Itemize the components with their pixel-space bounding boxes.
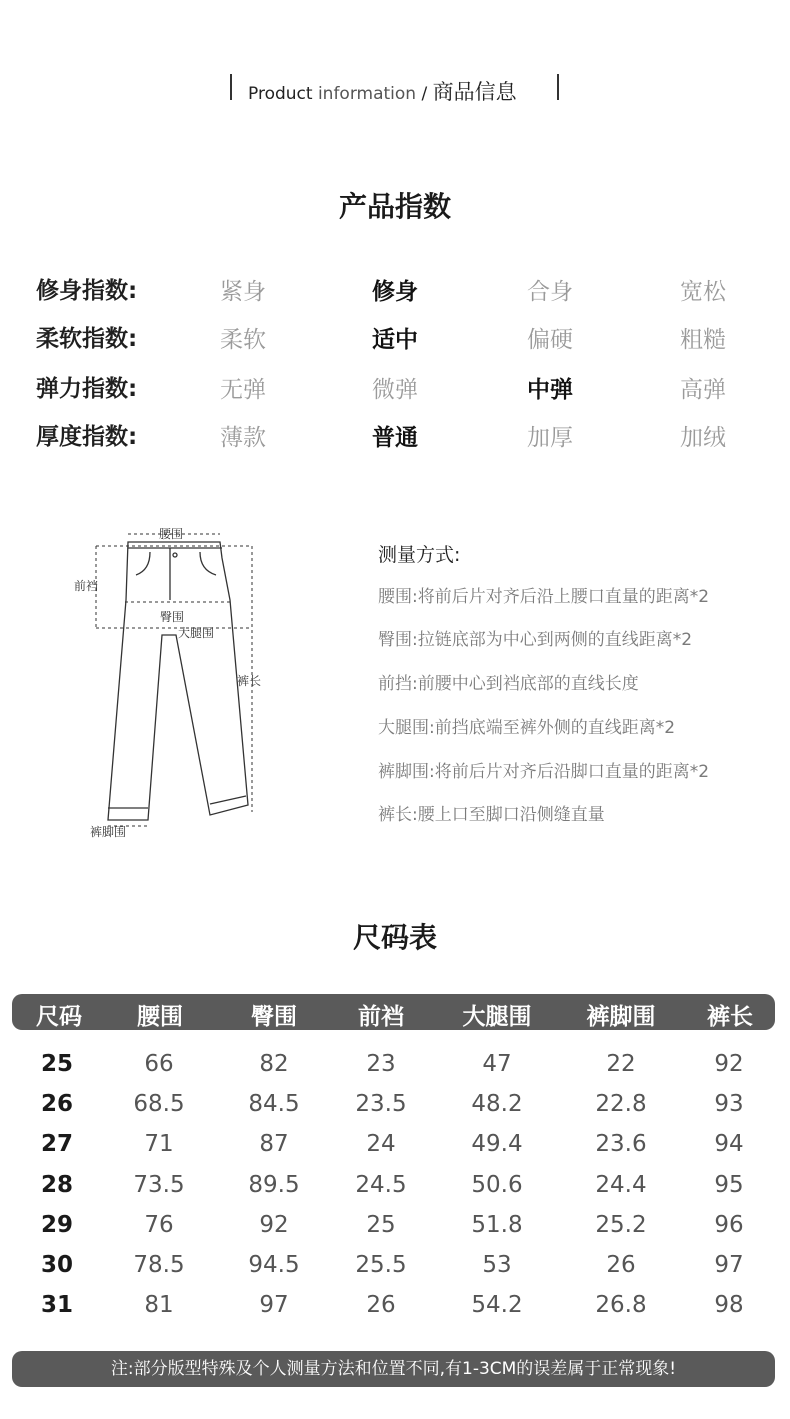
cell-hip: 92: [259, 1211, 289, 1238]
cell-front-rise: 23.5: [355, 1091, 407, 1118]
index-row-label: 厚度指数:: [36, 424, 138, 450]
col-header-size: 尺码: [36, 1004, 82, 1030]
table-row: [0, 1292, 790, 1330]
header-title-en-light: information: [317, 84, 417, 104]
cell-waist: 78.5: [133, 1252, 185, 1278]
cell-leg-opening: 25.2: [595, 1211, 647, 1238]
cell-hip: 87: [259, 1131, 289, 1158]
header-title: [248, 76, 517, 106]
index-row-label: 柔软指数:: [36, 326, 138, 352]
cell-length: 95: [714, 1171, 744, 1198]
cell-hip: 82: [259, 1051, 289, 1077]
cell-size: 27: [40, 1131, 74, 1158]
index-option: 柔软: [220, 327, 266, 353]
cell-leg-opening: 26: [606, 1252, 636, 1278]
cell-thigh: 51.8: [471, 1211, 523, 1238]
cell-leg-opening: 24.4: [595, 1171, 647, 1198]
cell-waist: 81: [144, 1292, 174, 1319]
index-option: 加绒: [680, 425, 726, 451]
cell-size: 25: [40, 1051, 74, 1077]
cell-hip: 97: [259, 1292, 289, 1319]
index-row: [0, 370, 790, 410]
measure-item-waist: 腰围:将前后片对齐后沿上腰口直量的距离*2: [378, 587, 710, 607]
index-option-selected: 普通: [372, 425, 418, 451]
label-front-rise: 前裆: [74, 579, 99, 593]
cell-size: 29: [40, 1211, 74, 1238]
measure-item-length: 裤长:腰上口至脚口沿侧缝直量: [378, 805, 605, 825]
table-row: [0, 1091, 790, 1129]
size-chart-title: 尺码表: [352, 921, 437, 954]
cell-thigh: 48.2: [471, 1091, 523, 1118]
index-option: 宽松: [680, 279, 726, 305]
table-row: [0, 1051, 790, 1089]
cell-waist: 71: [144, 1131, 174, 1158]
cell-size: 26: [40, 1091, 74, 1118]
cell-waist: 76: [144, 1211, 174, 1238]
cell-hip: 89.5: [248, 1171, 300, 1198]
index-option-selected: 适中: [372, 327, 418, 353]
cell-waist: 73.5: [133, 1171, 185, 1198]
col-header-leg-opening: 裤脚围: [586, 1004, 656, 1030]
table-row: [0, 1131, 790, 1169]
index-row-label: 修身指数:: [36, 278, 138, 304]
table-row: [0, 1172, 790, 1210]
disclaimer-note: 注:部分版型特殊及个人测量方法和位置不同,有1-3CM的误差属于正常现象!: [12, 1351, 775, 1387]
cell-waist: 68.5: [133, 1091, 185, 1118]
index-option: 加厚: [527, 425, 573, 451]
cell-length: 98: [714, 1292, 744, 1319]
index-option: 粗糙: [680, 327, 726, 353]
label-leg-opening: 裤脚围: [90, 825, 127, 839]
measure-item-hip: 臀围:拉链底部为中心到两侧的直线距离*2: [378, 630, 693, 650]
cell-front-rise: 25: [366, 1211, 396, 1238]
cell-leg-opening: 22.8: [595, 1091, 647, 1118]
col-header-waist: 腰围: [137, 1004, 183, 1030]
index-option: 紧身: [220, 279, 266, 305]
cell-leg-opening: 22: [606, 1051, 636, 1077]
cell-front-rise: 25.5: [355, 1252, 407, 1278]
col-header-length: 裤长: [707, 1004, 753, 1030]
header-divider-left: [230, 74, 232, 100]
cell-front-rise: 24.5: [355, 1171, 407, 1198]
header-divider-right: [557, 74, 559, 100]
cell-size: 31: [40, 1292, 74, 1319]
pants-diagram-svg: [70, 520, 290, 850]
index-row: [0, 418, 790, 458]
cell-hip: 84.5: [248, 1091, 300, 1118]
header-title-cn: 商品信息: [432, 80, 517, 104]
label-hip: 臀围: [160, 610, 185, 624]
measure-title: 测量方式:: [378, 544, 461, 566]
cell-thigh: 54.2: [471, 1292, 523, 1319]
cell-length: 92: [714, 1051, 744, 1077]
cell-length: 94: [714, 1131, 744, 1158]
measure-item-thigh: 大腿围:前挡底端至裤外侧的直线距离*2: [378, 718, 676, 738]
index-option: 微弹: [372, 377, 418, 403]
cell-front-rise: 26: [366, 1292, 396, 1319]
pants-outline: [108, 542, 248, 820]
label-waist: 腰围: [159, 527, 184, 541]
size-chart-header: [12, 994, 775, 1030]
table-row: [0, 1252, 790, 1290]
cell-thigh: 47: [482, 1051, 512, 1077]
index-option: 薄款: [220, 425, 266, 451]
pants-diagram: [70, 520, 290, 850]
index-option-selected: 修身: [372, 279, 418, 305]
cell-leg-opening: 23.6: [595, 1131, 647, 1158]
col-header-front-rise: 前裆: [358, 1004, 404, 1030]
measure-item-leg-opening: 裤脚围:将前后片对齐后沿脚口直量的距离*2: [378, 762, 710, 782]
index-option-selected: 中弹: [527, 377, 573, 403]
index-option: 无弹: [220, 377, 266, 403]
product-index-title: 产品指数: [338, 190, 451, 223]
index-row-label: 弹力指数:: [36, 376, 138, 402]
index-option: 合身: [527, 279, 573, 305]
index-option: 偏硬: [527, 327, 573, 353]
cell-thigh: 50.6: [471, 1171, 523, 1198]
cell-length: 96: [714, 1211, 744, 1238]
index-option: 高弹: [680, 377, 726, 403]
cell-hip: 94.5: [248, 1252, 300, 1278]
cell-length: 93: [714, 1091, 744, 1118]
index-row: [0, 272, 790, 312]
cell-front-rise: 23: [366, 1051, 396, 1077]
table-row: [0, 1212, 790, 1250]
section-header: [0, 72, 790, 102]
header-title-en-bold: Product: [248, 84, 313, 104]
cell-size: 30: [40, 1252, 74, 1278]
cell-thigh: 53: [482, 1252, 512, 1278]
label-length: 裤长: [237, 674, 262, 688]
index-row: [0, 320, 790, 360]
cell-front-rise: 24: [366, 1131, 396, 1158]
measure-item-front-rise: 前挡:前腰中心到裆底部的直线长度: [378, 674, 639, 694]
header-slash: /: [421, 84, 428, 104]
cell-thigh: 49.4: [471, 1131, 523, 1158]
col-header-thigh: 大腿围: [462, 1004, 532, 1030]
cell-length: 97: [714, 1252, 744, 1278]
label-thigh: 大腿围: [178, 626, 215, 640]
cell-leg-opening: 26.8: [595, 1292, 647, 1319]
cell-waist: 66: [144, 1051, 174, 1077]
col-header-hip: 臀围: [251, 1004, 297, 1030]
cell-size: 28: [40, 1171, 74, 1198]
